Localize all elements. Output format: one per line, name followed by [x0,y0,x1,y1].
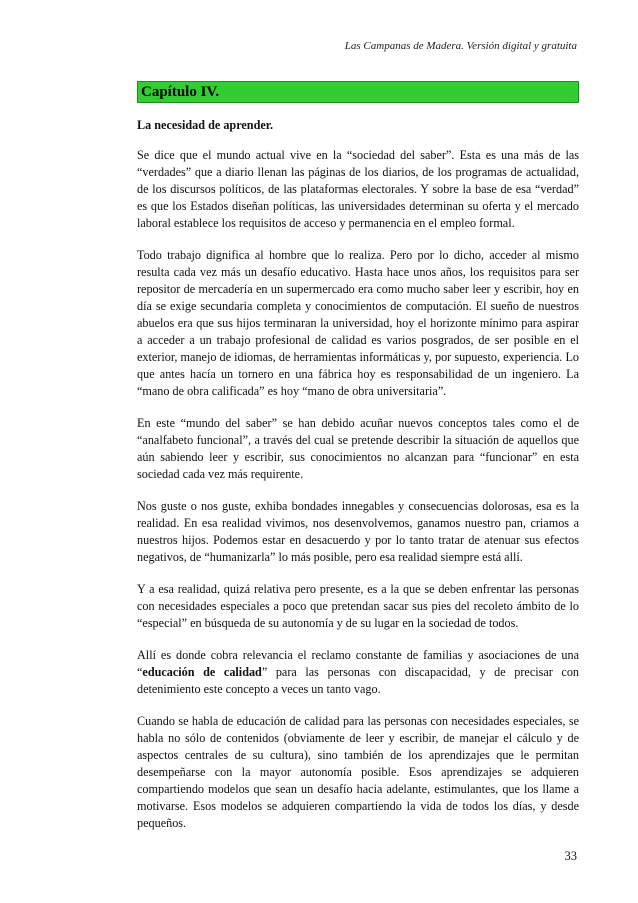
paragraph-6 [137,647,579,698]
emphasized-phrase: educación de calidad [142,665,262,679]
paragraph-5: Y a esa realidad, quizá relativa pero presente, es a la que se deben enfrentar las personas con necesidades especiales a poco que pretendan sacar sus pies del recoleto ámbito de lo “especial” en búsqueda de su autonomía y de su lugar en la sociedad de todos. [137,582,579,630]
page-number: 33 [564,849,577,863]
paragraph-4: Nos guste o nos guste, exhiba bondades innegables y consecuencias dolorosas, esa es la realidad. En esa realidad vivimos, nos desenvolvemos, ganamos nuestro pan, criamos a nuestros hijos. Podemos estar en desacuerdo y por lo tanto tratar de atenuar sus efectos negativos, de “humanizarla” lo más posible, pero esa realidad siempre está allí. [137,499,579,564]
running-header: Las Campanas de Madera. Versión digital y gratuita [344,40,577,52]
paragraph-7: Cuando se habla de educación de calidad para las personas con necesidades especiales, se habla no sólo de contenidos (obviamente de leer y escribir, de manejar el cálculo y de aspectos centrales de su cultura), sino también de los aprendizajes que le permitan desempeñarse con la mayor autonomía posible. Esos aprendizajes se adquieren compartiendo modelos que sean un desafío hacia adelante, estimulantes, que los llame a motivarse. Esos modelos se adquieren compartiendo la vida de todos los días, y desde pequeños. [137,714,579,830]
paragraph-1: Se dice que el mundo actual vive en la “sociedad del saber”. Esta es una más de las “verdades” que a diario llenan las páginas de los diarios, de los programas de actualidad, de los discursos políticos, de las plataformas electorales. Y sobre la base de esa “verdad” es que los Estados diseñan políticas, las universidades determinan su oferta y el mercado laboral establece los requisitos de acceso y permanencia en el empleo formal. [137,148,579,230]
paragraph-3: En este “mundo del saber” se han debido acuñar nuevos conceptos tales como el de “analfabeto funcional”, a través del cual se pretende describir la situación de aquellos que aún sabiendo leer y escribir, sus conocimientos no alcanzan para “funcionar” en esta sociedad cada vez más requirente. [137,416,579,481]
section-subtitle: La necesidad de aprender. [137,118,274,132]
chapter-title: Capítulo IV. [141,84,220,100]
document-body [137,117,579,847]
chapter-title-bar [137,81,579,103]
paragraph-6-tail: ” para las personas con discapacidad, y de precisar con detenimiento este concepto a veces un tanto vago. [137,665,580,696]
paragraph-2: Todo trabajo dignifica al hombre que lo realiza. Pero por lo dicho, acceder al mismo resulta cada vez más un desafío educativo. Hasta hace unos años, los requisitos para ser repositor de mercadería en un supermercado era como mucho saber leer y escribir, hoy en día se exige secundaria completa y conocimientos de computación. El sueño de nuestros abuelos era que sus hijos terminaran la universidad, hoy el horizonte mínimo para aspirar a acceder a un trabajo profesional de calidad es varios posgrados, de ser posible en el exterior, manejo de idiomas, de herramientas informáticas y, por supuesto, experiencia. Lo que antes hacía un tornero en una fábrica hoy es responsabilidad de un ingeniero. La “mano de obra calificada” es hoy “mano de obra universitaria”. [137,248,579,398]
paragraph-6-lead: Allí es donde cobra relevancia el reclamo constante de familias y asociaciones de una “ [137,648,579,679]
